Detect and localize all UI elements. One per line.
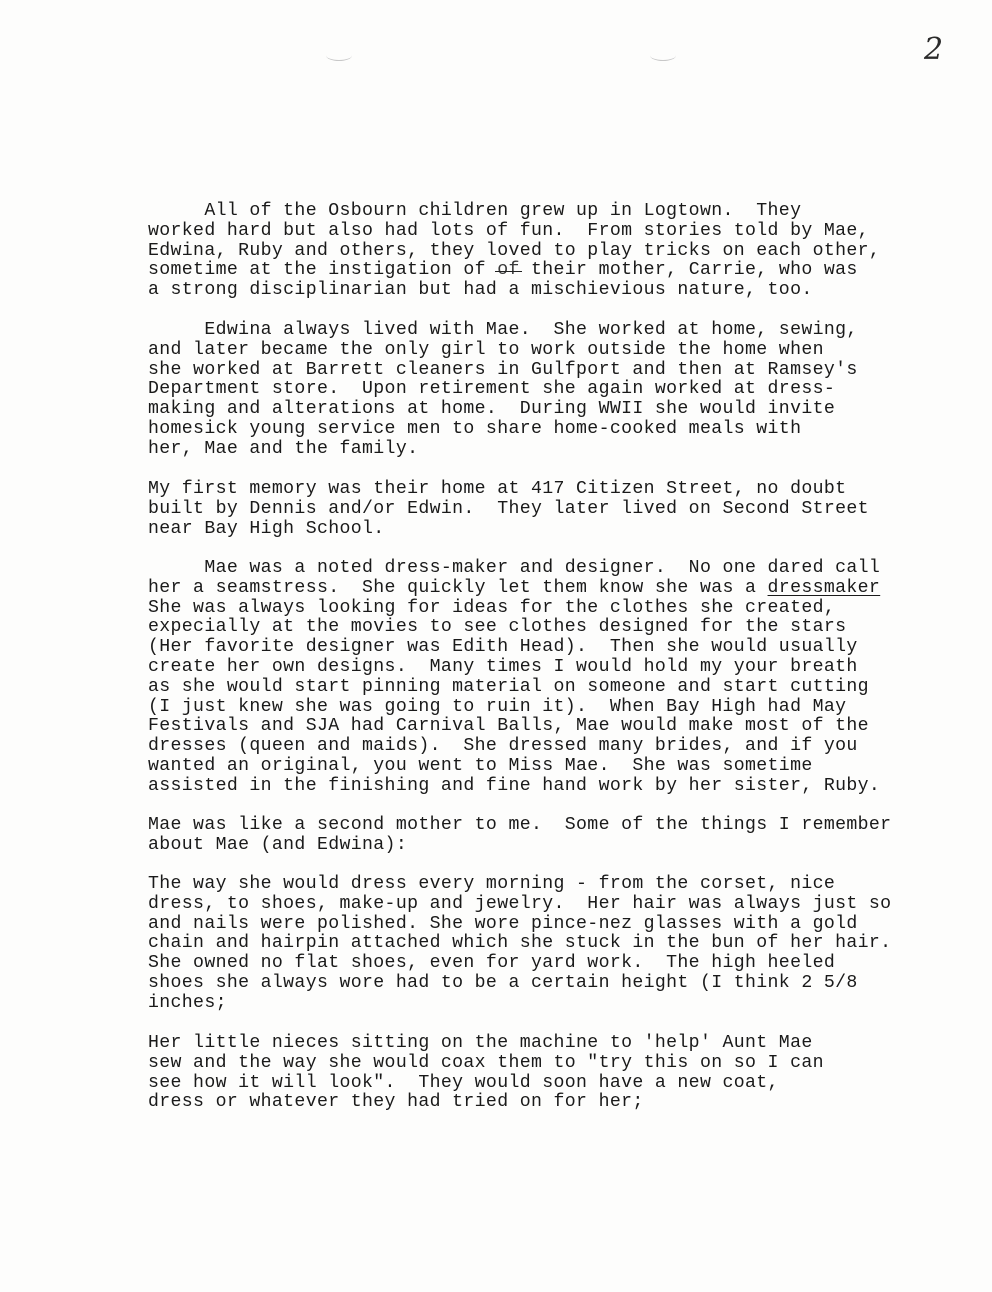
page-number: 2 xyxy=(924,32,944,67)
struck-word: of xyxy=(497,260,520,281)
text-segment: sometime at the instigation of xyxy=(148,260,498,281)
text-line: and later became the only girl to work outside the home when xyxy=(148,339,824,360)
text-line: see how it will look". They would soon have a new coat, xyxy=(148,1072,779,1093)
text-line: built by Dennis and/or Edwin. They later lived on Second Street xyxy=(148,498,869,519)
text-line: homesick young service men to share home-cooked meals with xyxy=(148,418,802,439)
text-line: dresses (queen and maids). She dressed many brides, and if you xyxy=(148,736,858,757)
text-line: Department store. Upon retirement she again worked at dress- xyxy=(148,379,836,400)
paragraph-dressmaker xyxy=(148,559,880,797)
text-line: dress, to shoes, make-up and jewelry. Her hair was always just so xyxy=(148,893,892,914)
text-line: her, Mae and the family. xyxy=(148,438,419,459)
text-line: shoes she always wore had to be a certain height (I think 2 5/8 xyxy=(148,972,858,993)
text-line: The way she would dress every morning - from the corset, nice xyxy=(148,874,836,894)
text-line: she worked at Barrett cleaners in Gulfport and then at Ramsey's xyxy=(148,359,858,380)
text-line: All of the Osbourn children grew up in Logtown. They xyxy=(148,201,802,221)
text-line: (Her favorite designer was Edith Head). Then she would usually xyxy=(148,637,858,658)
scan-mark-right xyxy=(650,50,676,61)
text-line: wanted an original, you went to Miss Mae. She was sometime xyxy=(148,755,813,776)
text-line: and nails were polished. She wore pince-nez glasses with a gold xyxy=(148,913,858,934)
text-line: inches; xyxy=(148,992,227,1013)
text-line: She was always looking for ideas for the clothes she created, xyxy=(148,597,836,618)
text-segment: her a seamstress. She quickly let them know she was a xyxy=(148,577,768,598)
paragraph-edwina xyxy=(148,321,858,460)
text-line: near Bay High School. xyxy=(148,518,385,539)
paragraph-first-memory xyxy=(148,480,869,539)
text-line xyxy=(148,261,880,281)
text-line: Edwina, Ruby and others, they loved to play tricks on each other, xyxy=(148,240,881,261)
text-line: Edwina always lived with Mae. She worked at home, sewing, xyxy=(148,320,858,340)
scan-mark-left xyxy=(326,50,352,61)
text-segment: their mother, Carrie, who was xyxy=(519,260,858,281)
text-line: as she would start pinning material on someone and start cutting xyxy=(148,676,869,697)
text-line: Festivals and SJA had Carnival Balls, Mae would make most of the xyxy=(148,716,869,737)
text-line: sew and the way she would coax them to "try this on so I can xyxy=(148,1052,824,1073)
text-line xyxy=(148,579,880,599)
underlined-word: dressmaker xyxy=(767,577,881,598)
paragraph-morning-dress xyxy=(148,875,891,1014)
text-line: My first memory was their home at 417 Citizen Street, no doubt xyxy=(148,479,847,499)
text-line: chain and hairpin attached which she stuck in the bun of her hair. xyxy=(148,933,892,954)
text-line: worked hard but also had lots of fun. From stories told by Mae, xyxy=(148,220,869,241)
paragraph-osbourn-children xyxy=(148,202,880,301)
text-line: (I just knew she was going to ruin it). When Bay High had May xyxy=(148,696,847,717)
text-line: create her own designs. Many times I would hold my your breath xyxy=(148,656,858,677)
text-line: a strong disciplinarian but had a mischievious nature, too. xyxy=(148,280,813,301)
text-line: She owned no flat shoes, even for yard work. The high heeled xyxy=(148,953,836,974)
text-line: dress or whatever they had tried on for her; xyxy=(148,1092,644,1113)
text-line: about Mae (and Edwina): xyxy=(148,834,408,855)
paragraph-little-nieces xyxy=(148,1034,824,1113)
text-line: Mae was like a second mother to me. Some of the things I remember xyxy=(148,815,892,835)
text-line: Her little nieces sitting on the machine to 'help' Aunt Mae xyxy=(148,1033,813,1053)
text-line: assisted in the finishing and fine hand work by her sister, Ruby. xyxy=(148,775,881,796)
text-line: Mae was a noted dress-maker and designer. No one dared call xyxy=(148,558,881,578)
text-line: making and alterations at home. During WWII she would invite xyxy=(148,399,836,420)
text-line: expecially at the movies to see clothes designed for the stars xyxy=(148,617,847,638)
paragraph-second-mother xyxy=(148,816,891,856)
